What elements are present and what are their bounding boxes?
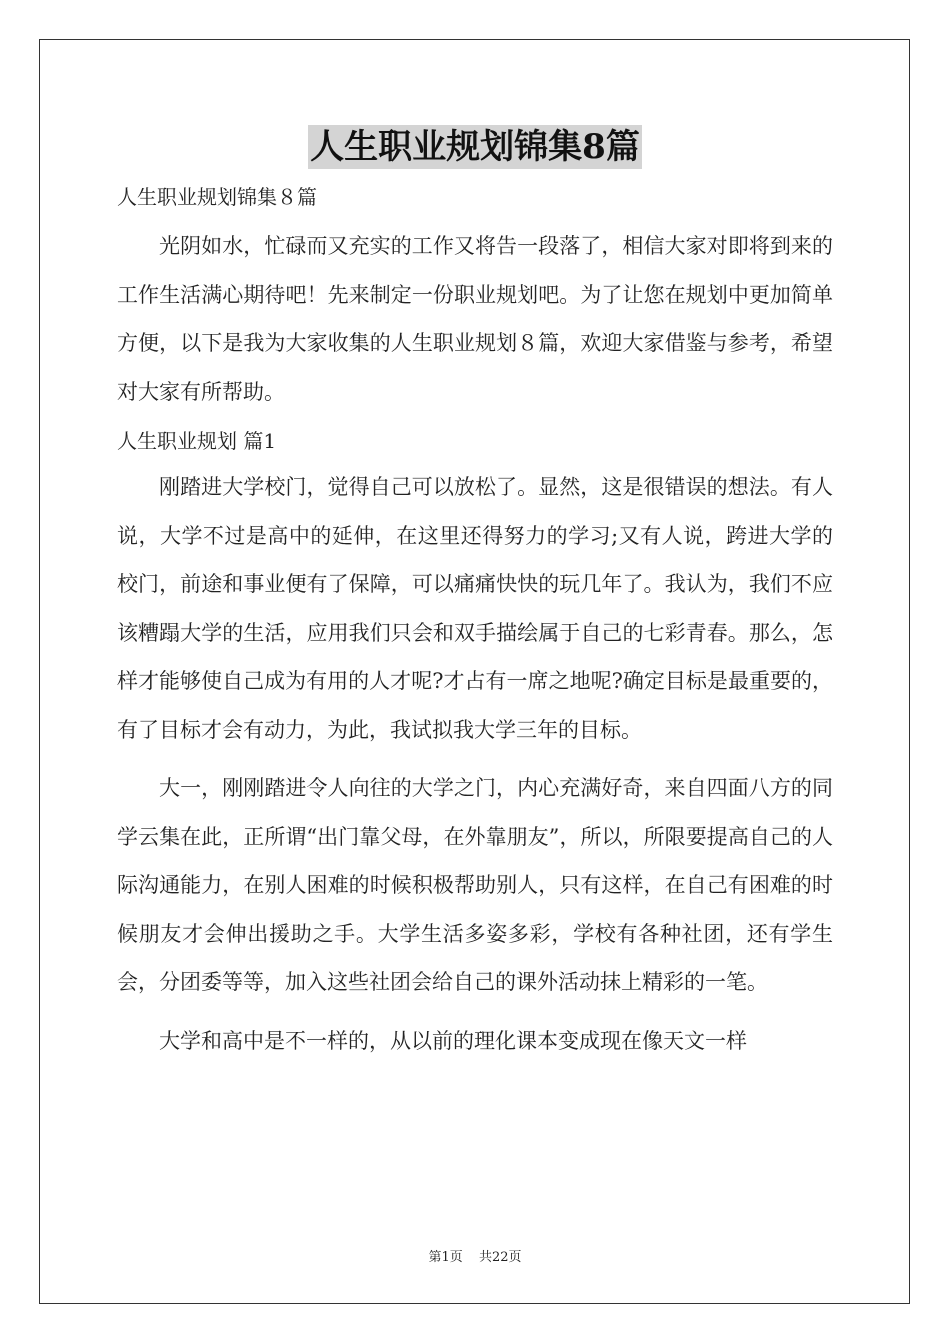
title-wrapper — [117, 125, 833, 171]
body-paragraph: 刚踏进大学校门，觉得自己可以放松了。显然，这是很错误的想法。有人说，大学不过是高中的延伸，在这里还得努力的学习;又有人说，跨进大学的校门，前途和事业便有了保障，可以痛痛快快的玩几年了。我认为，我们不应该糟蹋大学的生活，应用我们只会和双手描绘属于自己的七彩青春。那么，怎样才能够使自己成为有用的人才呢?才占有一席之地呢?确定目标是最重要的，有了目标才会有动力，为此，我试拟我大学三年的目标。 — [117, 475, 833, 742]
document-subtitle: 人生职业规划锦集８篇 — [117, 185, 317, 209]
page-footer — [0, 1246, 950, 1265]
body-paragraph: 大一，刚刚踏进令人向往的大学之门，内心充满好奇，来自四面八方的同学云集在此，正所谓“出门靠父母，在外靠朋友”，所以，所限要提高自己的人际沟通能力，在别人困难的时候积极帮助别人，只有这样，在自己有困难的时候朋友才会伸出援助之手。大学生活多姿多彩，学校有各种社团，还有学生会，分团委等等，加入这些社团会给自己的课外活动抹上精彩的一笔。 — [117, 776, 833, 994]
section-heading: 人生职业规划 篇1 — [117, 429, 277, 453]
document-title: 人生职业规划锦集8篇 — [310, 127, 640, 167]
intro-paragraph: 光阴如水，忙碌而又充实的工作又将告一段落了，相信大家对即将到来的工作生活满心期待吧！先来制定一份职业规划吧。为了让您在规划中更加简单方便，以下是我为大家收集的人生职业规划８篇，欢迎大家借鉴与参考，希望对大家有所帮助。 — [117, 234, 833, 404]
page-number: 第1页 — [428, 1250, 463, 1265]
document-body — [117, 125, 833, 1065]
page-total: 共22页 — [478, 1250, 522, 1265]
body-paragraph: 大学和高中是不一样的，从以前的理化课本变成现在像天文一样 — [159, 1028, 747, 1053]
